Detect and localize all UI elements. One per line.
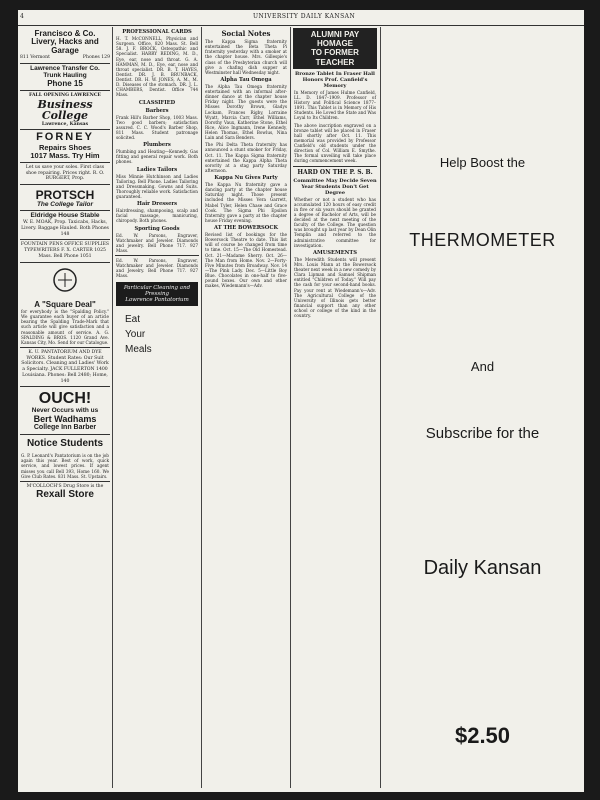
lawrence-transfer-phone: Phone 15	[47, 78, 83, 88]
subscribe-text: Subscribe for the	[425, 425, 540, 442]
forney-sub: Repairs Shoes	[38, 143, 92, 153]
plumbers-text: Plumbing and Heating—Kennedy. Gas fitting and general repair work. Both phones.	[116, 149, 198, 165]
professional-cards-heading: PROFESSIONAL CARDS	[122, 29, 192, 35]
alumni-headline	[293, 28, 377, 69]
ouch-sub: Never Occurs with us	[31, 407, 99, 415]
fall-opening-text: FALL OPENING LAWRENCE	[28, 92, 102, 98]
classified-heading: CLASSIFIED	[138, 99, 176, 106]
sporting-goods-heading: Sporting Goods	[134, 225, 180, 232]
directory-column	[115, 27, 199, 788]
newspaper-page	[18, 10, 584, 792]
wadhams-title: Bert Wadhams	[33, 413, 97, 424]
fountain-pens-text: FOUNTAIN PENS OFFICE SUPPLIES TYPEWRITERS F. X. CARTER 1025 Mass. Bell Phone 1051	[20, 242, 110, 259]
psb-subhead: Committee May Decide Seven Year Students Don't Get Degree	[293, 177, 377, 196]
bowersock-heading: AT THE BOWERSOCK	[214, 225, 278, 231]
notice-title: Notice Students	[26, 437, 104, 449]
forney-title: FORNEY	[36, 131, 94, 144]
business-college-sub: Lawrence, Kansas	[41, 121, 89, 127]
and-text: And	[470, 359, 495, 374]
eldridge-text: W. E. MOAK, Prop. Taxicabs, Hacks, Livery. Baggage Hauled. Both Phones 148	[21, 220, 109, 237]
eat-your-meals-ad	[125, 312, 199, 357]
plumbers-heading: Plumbers	[143, 142, 171, 149]
pantatorium-text: K. U. PANTATORIUM AND DYE WORKS. Student Rates: Our Suit Solicitors. Cleaning and Ladies' Work a Specialty. JACK FULLERTON 1400 Louisiana. Phones: Bell 2480; Home, 140	[21, 349, 109, 384]
amusements-text: The Meredith Students will present Mrs. Louis Mann at the Bowersock theater next week in a new comedy by Clara Lipman and Samuel Shipman entitled "Children of Today." Will pay the cash for your second-hand books. Pay your rent at Wiedemann's—Adv. The Agricultural College of the University of Illinois gets better financial support than any other school or college of the kind in the country.	[294, 256, 376, 319]
ladies-tailors-heading: Ladies Tailors	[136, 166, 178, 173]
francisco-ad-sub: Livery, Hacks and	[31, 37, 99, 47]
hair-dressers-text: Hairdressing, shampooing, scalp and facial massage, manicuring, chiropody. Both phones.	[116, 208, 198, 224]
alumni-headline-line1: ALUMNI PAY HOMAGE	[310, 30, 360, 49]
alumni-article: The above inscription engraved on a bronze tablet will be placed in Fraser hall shortly after Oct. 11. This memorial was provided by Professor Canfield's old students under the direction of Col. William E. Smythe. The formal unveiling will take place during commencement week.	[294, 122, 376, 164]
francisco-address: 811 Vermont	[20, 55, 50, 61]
sporting-goods-text: Ed. W. Parsons, Engraver, Watchmaker and Jeweler. Diamonds and jewelry. Bell Phone 717. 927 Mass.	[116, 232, 198, 253]
rexall-title: Rexall Store	[36, 488, 94, 500]
spalding-logo	[20, 267, 110, 297]
barbers-heading: Barbers	[145, 107, 169, 114]
society-text-5: Revised list of bookings for the Bowersock Theatre to date. This list will of course be changed from time to time. Oct. 15—The Old Homestead. Oct. 21—Madame Sherry. Oct. 26—The Man from Home. Nov. 2—Forty-Five Minutes from Broadway. Nov. 14—The Pink Lady. Dec. 5—Little Boy Blue. Chocolates in one-half to five-pound boxes. Our own and other makes, Wiedemann's—Adv.	[205, 232, 287, 289]
ladies-tailors-text: Miss Minnie Hutchinson and Ladies Tailoring. Bell Phone. Ladies Tailoring and Dressmaking. Gowns and Suits. Thoroughly reliable work. Satisfaction guaranteed.	[116, 173, 198, 199]
forney-sub2: 1017 Mass. Try Him	[30, 150, 100, 160]
society-column	[204, 27, 288, 788]
amusements-heading: AMUSEMENTS	[312, 249, 358, 256]
lawrence-transfer-title: Lawrence Transfer Co.	[30, 64, 100, 72]
pantatorium-box	[116, 282, 198, 306]
barbers-text: Frank Hill's Barber Shop, 1003 Mass. Two good barbers; satisfaction assured. C. C. Wood's Barber Shop, 811 Mass. Student patronage solicited.	[116, 114, 198, 140]
protsch-title: PROTSCH	[35, 187, 95, 202]
society-text-3: The Phi Delta Theta fraternity has announced a stunt smoker for Friday, Oct. 11. The Kappa Sigma fraternity entertained the Kappa Alpha Theta sorority at a stag party Saturday afternoon.	[205, 142, 287, 173]
hair-dressers-heading: Hair Dressers	[136, 201, 178, 208]
psb-article: Whether or not a student who has accumulated 120 hours of easy credit in five or six years should be granted a degree of Bachelor of Arts, will be decided at the next meeting of the faculty of the College. The question was brought up last year by Dean Olin Templin and referred to the administrative committee for investigation.	[294, 196, 376, 248]
drug-store-sub: M'COLLOCH'S Drug Store is the	[26, 483, 104, 489]
square-deal-text: for everybody is the "Spalding Policy." We guarantee each buyer of an article bearing the Spalding Trade-Mark that such article will give satisfaction and a reasonable amount of service. A. G. SPALDING & BROS. 1120 Grand Ave. Kansas City, Mo. Send for our Catalogue.	[21, 309, 109, 345]
page-header	[18, 13, 584, 26]
thermometer-text: THERMOMETER	[409, 230, 556, 250]
psb-headline: HARD ON THE P. S. B.	[297, 168, 373, 176]
notice-text: G. P. Leonard's Pantatorium is on the job again this year. Best of work, quick service, and lowest prices. If agent misses you call Bell 393, Home 160. We Give Club Rates. 831 Mass. St. Upstairs.	[21, 453, 109, 479]
daily-kansan-text: Daily Kansan	[423, 557, 542, 579]
alumni-subhead: Bronze Tablet In Fraser Hall Honors Prof. Canfield's Memory	[295, 70, 375, 89]
ouch-title: OUCH!	[38, 390, 92, 408]
pantatorium-box-line2: Pressing	[144, 290, 170, 297]
meals-line: Meals	[125, 343, 152, 355]
francisco-phone: Phones 129	[82, 55, 110, 61]
society-text-1: The Kappa Sigma fraternity entertained the Beta Theta Pi fraternity yesterday with a smoker at the chapter house. Mrs. Gillespie's class of the Presbyterian church will give a chafing dish supper at Westminster hall Wednesday night.	[205, 39, 287, 75]
francisco-ad-sub2: Garage	[51, 45, 79, 55]
alumni-headline-line2: TO FORMER TEACHER	[311, 48, 359, 67]
square-deal-title: A "Square Deal"	[34, 299, 96, 309]
eldridge-title: Eldridge House Stable	[30, 212, 100, 220]
page-number: 4	[20, 13, 25, 20]
lawrence-transfer-sub: Trunk Hauling	[43, 71, 87, 79]
professional-cards-text: H. T. McCONNELL, Physician and Surgeon. Office, 820 Mass. St. Bell 58. J. F. BROCK, Osteopathic and Specialist. HARRY REDING, M. D., Eye, ear, nose and throat. G. A. HAMMAN, M. D., Eye, ear, nose and throat specialist. DR. B. T. HAYES, Dentist. DR. J. B. BRUNBACK, Dentist. DR. H. W. JONES, A. M., M. D. Diseases of the stomach. DR. J. L. CHAMBERS, Dentist. Office 744 Mass.	[116, 36, 198, 98]
alpha-tau-heading: Alpha Tau Omega	[220, 76, 272, 83]
pantatorium-box-line3: Lawrence Pantatorium	[125, 296, 189, 303]
wadhams-sub: College Inn Barber	[33, 424, 97, 432]
society-text-2: The Alpha Tau Omega fraternity entertained with an informal after-dinner dance at the chapter house Friday night. The guests were the Misses Dorothy Brown, Gladys Lockam, Frances Rigby, Lorraine Wyatt, Marcia Carr, Ethel Williams, Dorothy Vaux, Katherine Stone, Ethel Rice, Alice Ingmann, Irene Kennedy, Helen Thomas, Ethel Bowlus, Nina Lain and Sara Benders.	[205, 83, 287, 141]
kappa-sig-heading: Kappa Nu Gives Party	[214, 175, 278, 181]
help-boost-text: Help Boost the	[439, 155, 526, 170]
eat-line: Eat	[125, 313, 141, 325]
subscription-ad	[381, 27, 584, 788]
business-college-logo: Business College	[37, 97, 93, 123]
pantatorium-box-line1: Particular Cleaning and	[123, 284, 191, 291]
bolton-ad: Let us save your soles. First class shoe repairing. Prices right. R. O. BURGERT, Prop.	[25, 164, 105, 182]
protsch-sub: The College Tailor	[36, 200, 94, 208]
francisco-ad-title: Francisco & Co.	[34, 29, 96, 38]
social-notes-heading: Social Notes	[221, 29, 271, 38]
society-text-4: The Kappa Nu fraternity gave a dancing party at the chapter house Saturday night. Those present included the Misses Vera Garrett, Mabel Tyler, Helen Chase and Grace Cook. The Sigma Phi Epsilon fraternity gave a party at the chapter house Friday evening.	[205, 182, 287, 223]
price-text: $2.50	[454, 723, 511, 748]
news-column	[293, 27, 377, 788]
your-line: Your	[125, 328, 146, 340]
jeweler-text: Ed. W. Parsons, Engraver, Watchmaker and Jeweler. Diamonds and Jewelry. Bell Phone 717. 927 Mass.	[116, 258, 198, 279]
ads-column	[20, 27, 110, 788]
tablet-inscription: In Memory of James Hulme Canfield, LL. D. 1847–1909. Professor of History and Political Science 1877–1891. This Tablet is in Memory of His Students. He Loved the State and Was Loyal to Its Children.	[294, 89, 376, 121]
masthead: UNIVERSITY DAILY KANSAN	[253, 13, 356, 20]
